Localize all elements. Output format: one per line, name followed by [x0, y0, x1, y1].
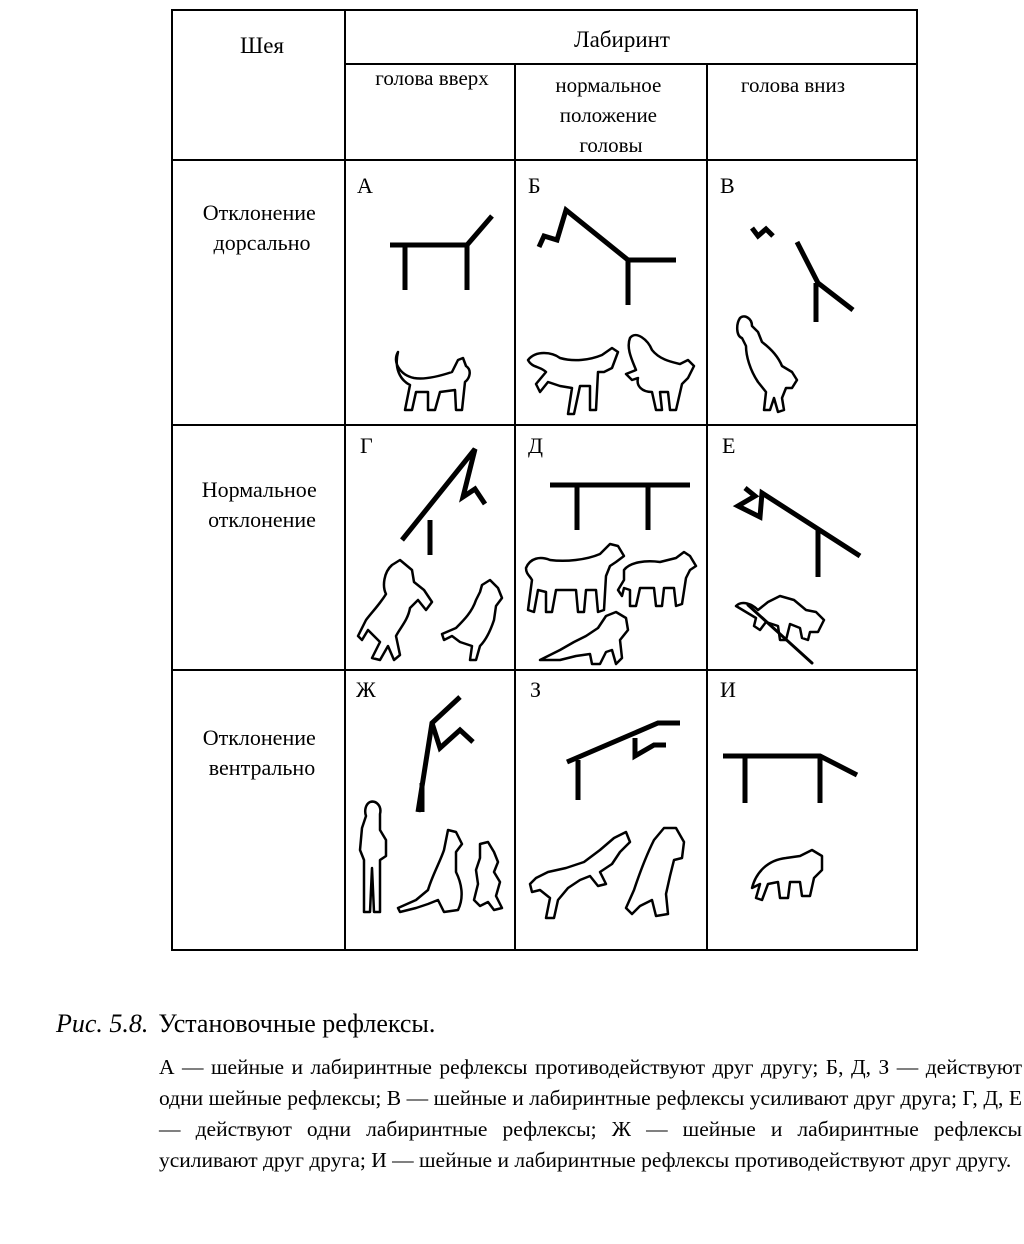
wolf-standing-illustration	[618, 552, 696, 606]
figure-number: Рис. 5.8.	[56, 1009, 149, 1038]
posture-diagram-z	[567, 723, 680, 800]
cell-letter-e: Е	[722, 433, 736, 458]
cell-letter-b: Б	[528, 173, 541, 198]
column-head-up: голова вверх	[375, 66, 489, 90]
neck-header: Шея	[240, 33, 284, 58]
row-label-dorsal	[203, 200, 322, 255]
posture-diagram-e	[738, 488, 860, 577]
posture-diagram-d	[550, 485, 690, 530]
horse-standing-illustration	[526, 544, 624, 612]
cell-letter-g: Г	[360, 433, 373, 458]
horse-rearing-illustration	[358, 560, 432, 660]
labyrinth-header: Лабиринт	[574, 27, 670, 52]
figure-title: Установочные рефлексы.	[158, 1009, 436, 1038]
posture-diagram-a	[390, 216, 492, 290]
column-head-normal-line1: нормальное	[555, 73, 662, 97]
bear-rearing-illustration	[626, 828, 684, 916]
row-label-dorsal-line1: Отклонение	[202, 200, 316, 225]
row-label-normal-line1: Нормальное	[201, 477, 317, 502]
column-head-down: голова вниз	[740, 73, 846, 97]
row-label-dorsal-line2: дорсально	[213, 230, 311, 255]
cat-head-up-illustration	[396, 352, 470, 410]
cell-letter-zh: Ж	[356, 677, 376, 702]
figure-caption	[56, 1008, 1022, 1176]
posture-diagram-g	[402, 449, 485, 555]
cell-letter-d: Д	[528, 433, 544, 458]
posture-diagram-zh	[418, 697, 473, 812]
posture-diagram-v	[752, 228, 853, 322]
caption-body: А — шейные и лабиринтные рефлексы противодействуют друг другу; Б, Д, З — действуют одни шейные рефлексы; В — шейные и лабиринтные рефлексы усиливают друг друга; Г, Д, Е — действуют одни лабиринтные рефлексы; Ж — шейные и лабиринтные рефлексы усиливают друг друга; И — шейные и лабиринтные рефлексы противодействуют друг другу.	[159, 1055, 1022, 1172]
horse-bucking-illustration	[530, 832, 630, 918]
posture-diagram-i	[723, 756, 857, 803]
row-label-ventral-line1: Отклонение	[202, 725, 316, 750]
cell-letter-v: В	[720, 173, 735, 198]
cell-letter-z: З	[530, 677, 542, 702]
child-crawling-illustration	[540, 612, 628, 664]
caption-title-line	[56, 1008, 1022, 1040]
cell-letter-a: А	[357, 173, 373, 198]
row-label-normal-line2: отклонение	[208, 507, 316, 532]
bear-standing-illustration	[474, 842, 502, 910]
cell-letter-i: И	[720, 677, 736, 702]
human-standing-illustration	[360, 802, 386, 912]
column-head-normal-line3: головы	[579, 133, 643, 157]
kangaroo-illustration	[398, 830, 462, 912]
wolf-head-down-illustration	[752, 850, 822, 900]
cat-descending-slope-illustration	[736, 596, 824, 663]
horse-normal-illustration	[528, 348, 618, 414]
posture-diagram-b	[539, 210, 676, 305]
cat-head-down-illustration	[737, 316, 797, 412]
row-label-ventral-line2: вентрально	[208, 755, 316, 780]
row-label-normal	[202, 477, 323, 532]
cat-leaning-illustration	[626, 335, 694, 410]
column-head-normal-line2: положение	[559, 103, 658, 127]
row-label-ventral	[203, 725, 322, 780]
cat-jumping-illustration	[442, 580, 502, 660]
column-head-normal	[555, 73, 666, 157]
